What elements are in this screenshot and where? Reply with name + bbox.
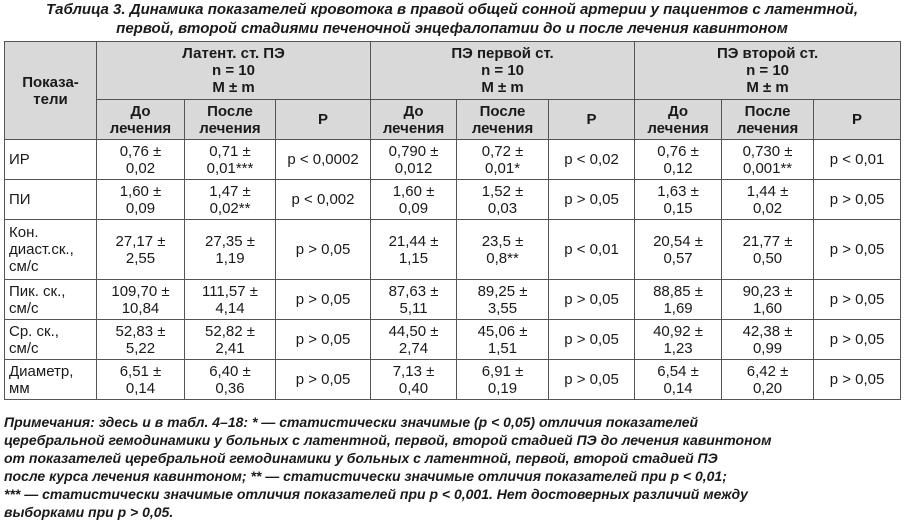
subheader-line: лечения bbox=[471, 119, 534, 137]
cell-line: 5,11 bbox=[399, 299, 428, 317]
value-cell bbox=[722, 180, 814, 220]
value-cell bbox=[635, 180, 722, 220]
cell-line: 2,74 bbox=[398, 339, 429, 357]
subheader-line: После bbox=[207, 102, 253, 120]
cell-line: 0,01* bbox=[485, 159, 521, 177]
cell-line: 20,54 ± bbox=[653, 232, 704, 250]
value-cell bbox=[97, 220, 185, 280]
cell-line: p > 0,05 bbox=[829, 371, 885, 388]
row-label-line: мм bbox=[9, 379, 30, 397]
cell-line: 1,52 ± bbox=[481, 182, 524, 200]
value-cell bbox=[457, 140, 549, 180]
table-row bbox=[5, 320, 901, 360]
cell-line: 0,09 bbox=[398, 199, 429, 217]
row-label bbox=[5, 280, 97, 320]
cell-line: 3,55 bbox=[487, 299, 518, 317]
cell-line: 89,25 ± bbox=[477, 282, 528, 300]
p-value-cell bbox=[276, 220, 371, 280]
cell-line: 52,83 ± bbox=[115, 322, 166, 340]
value-cell bbox=[371, 320, 457, 360]
cell-line: 1,60 ± bbox=[392, 182, 435, 200]
cell-line: 0,02 bbox=[125, 159, 156, 177]
cell-line: 0,14 bbox=[663, 379, 693, 397]
value-cell bbox=[722, 220, 814, 280]
cell-line: 0,20 bbox=[752, 379, 783, 397]
row-label bbox=[5, 220, 97, 280]
cell-line: p > 0,05 bbox=[564, 291, 619, 308]
cell-line: 88,85 ± bbox=[653, 282, 704, 300]
value-cell bbox=[97, 140, 185, 180]
subheader-after bbox=[722, 100, 814, 140]
note-line: Примечания: здесь и в табл. 4–18: * — статистически значимые (p < 0,05) отличия показателей bbox=[4, 414, 699, 430]
p-value-cell bbox=[814, 360, 901, 400]
cell-line: 0,72 ± bbox=[481, 142, 524, 160]
cell-line: 90,23 ± bbox=[742, 282, 793, 300]
cell-line: 0,76 ± bbox=[657, 142, 699, 160]
row-label bbox=[5, 180, 97, 220]
row-label-line: см/с bbox=[9, 339, 39, 357]
value-cell bbox=[722, 280, 814, 320]
row-label-line: Диаметр, bbox=[9, 362, 74, 380]
group-n: n = 10 bbox=[481, 62, 525, 79]
cell-line: p < 0,0002 bbox=[287, 151, 359, 168]
cell-line: 1,47 ± bbox=[209, 182, 251, 200]
cell-line: p > 0,05 bbox=[829, 291, 885, 308]
cell-line: 87,63 ± bbox=[388, 282, 439, 300]
cell-line: 2,55 bbox=[125, 249, 156, 267]
value-cell bbox=[185, 360, 276, 400]
row-label bbox=[5, 320, 97, 360]
cell-line: 0,50 bbox=[752, 249, 783, 267]
cell-line: 1,60 bbox=[752, 299, 783, 317]
group-header bbox=[97, 42, 371, 100]
note-line: церебральной гемодинамики у больных с латентной, первой, второй стадией ПЭ до лечения кавинтоном bbox=[4, 432, 772, 448]
p-value-cell bbox=[814, 220, 901, 280]
value-cell bbox=[185, 320, 276, 360]
table-title-line-2: первой, второй стадиями печеночной энцефалопатии до и после лечения кавинтоном bbox=[116, 20, 788, 37]
row-header-line: Показа- bbox=[22, 73, 79, 91]
row-label-line: Ср. ск., bbox=[9, 322, 59, 340]
cell-line: 0,001** bbox=[742, 159, 793, 177]
value-cell bbox=[371, 140, 457, 180]
cell-line: 1,23 bbox=[663, 339, 693, 357]
row-label-line: см/с bbox=[9, 258, 39, 275]
subheader-before bbox=[97, 100, 185, 140]
value-cell bbox=[457, 320, 549, 360]
cell-line: p > 0,05 bbox=[829, 191, 885, 208]
value-cell bbox=[371, 280, 457, 320]
p-value-cell bbox=[276, 280, 371, 320]
cell-line: 0,8** bbox=[486, 249, 519, 267]
cell-line: 0,02** bbox=[209, 199, 251, 217]
group-name: ПЭ второй ст. bbox=[716, 45, 819, 62]
p-value-cell bbox=[549, 140, 635, 180]
cell-line: 0,02 bbox=[752, 199, 783, 217]
value-cell bbox=[635, 320, 722, 360]
cell-line: 0,730 ± bbox=[742, 142, 793, 160]
value-cell bbox=[371, 360, 457, 400]
cell-line: p > 0,05 bbox=[564, 331, 619, 348]
row-label-line: ИР bbox=[9, 151, 30, 168]
p-value-cell bbox=[276, 140, 371, 180]
cell-line: 5,22 bbox=[125, 339, 156, 357]
cell-line: 6,54 ± bbox=[657, 362, 699, 380]
cell-line: 6,40 ± bbox=[209, 362, 251, 380]
cell-line: 23,5 ± bbox=[481, 232, 524, 250]
value-cell bbox=[97, 360, 185, 400]
value-cell bbox=[722, 360, 814, 400]
cell-line: 0,12 bbox=[663, 159, 693, 177]
cell-line: 21,77 ± bbox=[742, 232, 793, 250]
cell-line: 6,91 ± bbox=[481, 362, 524, 380]
cell-line: p < 0,002 bbox=[291, 191, 355, 208]
cell-line: 1,19 bbox=[215, 249, 245, 267]
value-cell bbox=[457, 280, 549, 320]
cell-line: 27,17 ± bbox=[115, 232, 166, 250]
note-line: *** — статистически значимые отличия показателей при p < 0,001. Нет достоверных различий между bbox=[4, 486, 748, 502]
cell-line: 40,92 ± bbox=[653, 322, 704, 340]
cell-line: 2,41 bbox=[215, 339, 245, 357]
cell-line: 52,82 ± bbox=[205, 322, 255, 340]
subheader-line: лечения bbox=[382, 119, 445, 137]
cell-line: p > 0,05 bbox=[564, 191, 619, 208]
p-value-cell bbox=[549, 320, 635, 360]
value-cell bbox=[635, 140, 722, 180]
note-line: от показателей церебральной гемодинамики у больных с латентной, первой, второй стадией ПЭ bbox=[4, 450, 718, 466]
row-header-line: тели bbox=[33, 90, 68, 108]
value-cell bbox=[185, 280, 276, 320]
group-stat: M ± m bbox=[746, 79, 789, 96]
table-notes bbox=[4, 413, 900, 521]
cell-line: p > 0,05 bbox=[295, 331, 351, 348]
note-line: выборками при p > 0,05. bbox=[4, 504, 174, 520]
cell-line: 0,99 bbox=[752, 339, 783, 357]
value-cell bbox=[185, 220, 276, 280]
cell-line: p > 0,05 bbox=[564, 371, 619, 388]
cell-line: 0,36 bbox=[215, 379, 245, 397]
cell-line: 0,03 bbox=[487, 199, 518, 217]
cell-line: 4,14 bbox=[215, 299, 245, 317]
note-line: после курса лечения кавинтоном; ** — статистически значимые отличия показателей при p < 0,01; bbox=[4, 468, 727, 484]
value-cell bbox=[722, 320, 814, 360]
cell-line: 0,01*** bbox=[206, 159, 254, 177]
cell-line: 0,14 bbox=[125, 379, 156, 397]
row-label bbox=[5, 360, 97, 400]
subheader-line: До bbox=[130, 102, 151, 120]
table-row bbox=[5, 180, 901, 220]
cell-line: 6,51 ± bbox=[119, 362, 162, 380]
table-row bbox=[5, 140, 901, 180]
cell-line: p > 0,05 bbox=[295, 371, 351, 388]
cell-line: 0,012 bbox=[394, 159, 433, 177]
value-cell bbox=[97, 180, 185, 220]
group-name: ПЭ первой ст. bbox=[451, 45, 554, 62]
subheader-line: лечения bbox=[109, 119, 172, 137]
value-cell bbox=[635, 280, 722, 320]
p-value-cell bbox=[276, 360, 371, 400]
cell-line: 0,15 bbox=[663, 199, 693, 217]
value-cell bbox=[635, 360, 722, 400]
row-label-line: диаст.ск., bbox=[9, 241, 74, 258]
cell-line: 7,13 ± bbox=[392, 362, 435, 380]
cell-line: p > 0,05 bbox=[295, 291, 351, 308]
cell-line: 0,09 bbox=[125, 199, 156, 217]
cell-line: 111,57 ± bbox=[201, 282, 259, 300]
cell-line: 27,35 ± bbox=[205, 232, 255, 250]
cell-line: 0,40 bbox=[398, 379, 429, 397]
p-value-cell bbox=[814, 320, 901, 360]
cell-line: 0,57 bbox=[663, 249, 693, 267]
value-cell bbox=[371, 220, 457, 280]
table-title-line-1: Таблица 3. Динамика показателей кровотока в правой общей сонной артерии у пациентов с латентной, bbox=[45, 1, 859, 18]
value-cell bbox=[185, 180, 276, 220]
subheader-after bbox=[457, 100, 549, 140]
subheader-before bbox=[635, 100, 722, 140]
cell-line: 44,50 ± bbox=[388, 322, 439, 340]
cell-line: 1,63 ± bbox=[657, 182, 699, 200]
row-label-line: см/с bbox=[9, 299, 39, 317]
table-title bbox=[4, 0, 900, 38]
table-body bbox=[5, 140, 901, 400]
cell-line: 42,38 ± bbox=[742, 322, 793, 340]
p-value-cell bbox=[814, 180, 901, 220]
group-header bbox=[371, 42, 635, 100]
cell-line: 21,44 ± bbox=[388, 232, 439, 250]
cell-line: 0,19 bbox=[487, 379, 518, 397]
group-n: n = 10 bbox=[212, 62, 255, 79]
cell-line: p > 0,05 bbox=[295, 241, 351, 258]
group-stat: M ± m bbox=[212, 79, 255, 96]
subheader-line: До bbox=[668, 102, 689, 120]
cell-line: 0,71 ± bbox=[209, 142, 251, 160]
cell-line: p > 0,05 bbox=[829, 241, 885, 258]
subheader-before bbox=[371, 100, 457, 140]
cell-line: 1,51 bbox=[487, 339, 518, 357]
subheader-line: После bbox=[479, 102, 526, 120]
subheader-line: лечения bbox=[647, 119, 709, 137]
cell-line: 45,06 ± bbox=[477, 322, 528, 340]
cell-line: 1,44 ± bbox=[746, 182, 789, 200]
group-name: Латент. ст. ПЭ bbox=[182, 45, 285, 62]
cell-line: 1,69 bbox=[663, 299, 693, 317]
subheader-p: P bbox=[814, 100, 901, 140]
subheader-p: P bbox=[549, 100, 635, 140]
value-cell bbox=[722, 140, 814, 180]
p-value-cell bbox=[814, 280, 901, 320]
p-value-cell bbox=[814, 140, 901, 180]
value-cell bbox=[457, 360, 549, 400]
cell-line: p < 0,01 bbox=[564, 241, 619, 258]
table-row bbox=[5, 360, 901, 400]
value-cell bbox=[371, 180, 457, 220]
value-cell bbox=[97, 320, 185, 360]
subheader-line: После bbox=[744, 102, 791, 120]
p-value-cell bbox=[549, 280, 635, 320]
p-value-cell bbox=[549, 220, 635, 280]
cell-line: 10,84 bbox=[121, 299, 160, 317]
value-cell bbox=[457, 220, 549, 280]
cell-line: p < 0,02 bbox=[564, 151, 619, 168]
cell-line: 109,70 ± bbox=[111, 282, 170, 300]
cell-line: 6,42 ± bbox=[746, 362, 789, 380]
subheader-p: P bbox=[276, 100, 371, 140]
group-header bbox=[635, 42, 901, 100]
subheader-line: До bbox=[403, 102, 424, 120]
row-label-line: Пик. ск., bbox=[9, 282, 66, 300]
row-label bbox=[5, 140, 97, 180]
cell-line: p < 0,01 bbox=[829, 151, 885, 168]
cell-line: 0,76 ± bbox=[119, 142, 162, 160]
data-table bbox=[4, 41, 901, 400]
row-label-line: Кон. bbox=[9, 224, 39, 241]
p-value-cell bbox=[276, 320, 371, 360]
row-label-line: ПИ bbox=[9, 191, 31, 208]
value-cell bbox=[635, 220, 722, 280]
subheader-after bbox=[185, 100, 276, 140]
value-cell bbox=[185, 140, 276, 180]
table-row bbox=[5, 280, 901, 320]
cell-line: p > 0,05 bbox=[829, 331, 885, 348]
group-n: n = 10 bbox=[746, 62, 790, 79]
cell-line: 1,15 bbox=[398, 249, 429, 267]
row-header-cell bbox=[5, 42, 97, 140]
subheader-line: лечения bbox=[736, 119, 799, 137]
cell-line: 0,790 ± bbox=[388, 142, 439, 160]
subheader-line: лечения bbox=[199, 119, 261, 137]
p-value-cell bbox=[549, 360, 635, 400]
value-cell bbox=[97, 280, 185, 320]
p-value-cell bbox=[549, 180, 635, 220]
table-row bbox=[5, 220, 901, 280]
group-stat: M ± m bbox=[481, 79, 524, 96]
value-cell bbox=[457, 180, 549, 220]
cell-line: 1,60 ± bbox=[119, 182, 162, 200]
p-value-cell bbox=[276, 180, 371, 220]
